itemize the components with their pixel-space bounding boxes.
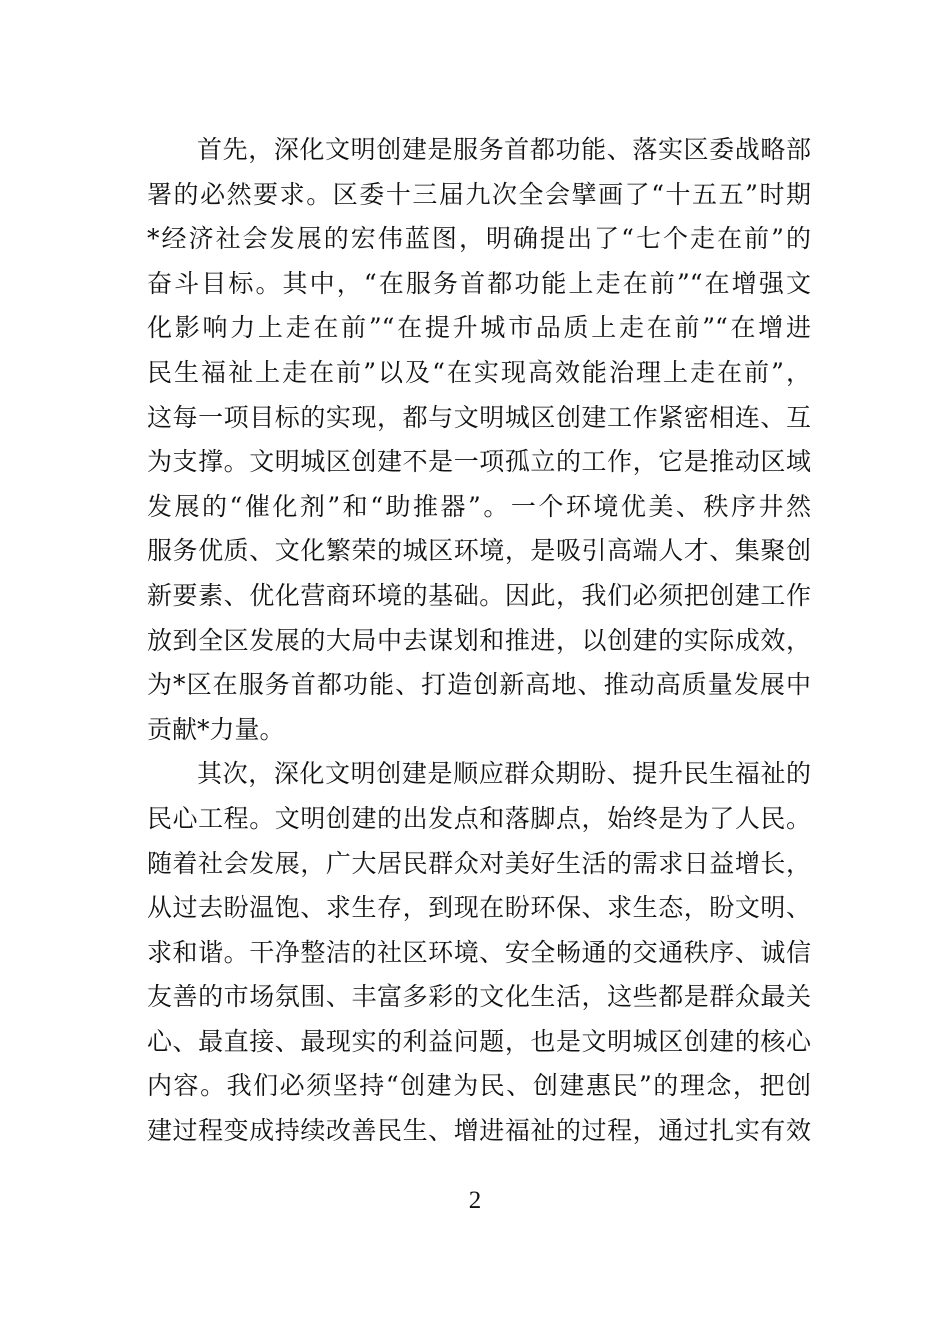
text-line: 民生福祉上走在前”以及“在实现高效能治理上走在前”，	[147, 357, 811, 387]
text-line: 奋斗目标。其中，“在服务首都功能上走在前”“在增强文	[147, 268, 811, 298]
text-line: 这每一项目标的实现，都与文明城区创建工作紧密相连、互	[147, 402, 811, 432]
paragraph-2	[147, 752, 811, 1153]
text-line: 其次，深化文明创建是顺应群众期盼、提升民生福祉的	[197, 759, 811, 789]
text-line: 为*区在服务首都功能、打造创新高地、推动高质量发展中	[147, 670, 811, 700]
text-line: 建过程变成持续改善民生、增进福祉的过程，通过扎实有效	[147, 1116, 811, 1146]
text-line: 化影响力上走在前”“在提升城市品质上走在前”“在增进	[147, 313, 812, 343]
text-line: 随着社会发展，广大居民群众对美好生活的需求日益增长，	[147, 848, 811, 878]
text-line: 署的必然要求。区委十三届九次全会擘画了“十五五”时期	[147, 179, 811, 209]
text-line: 求和谐。干净整洁的社区环境、安全畅通的交通秩序、诚信	[147, 937, 811, 967]
text-line: 为支撑。文明城区创建不是一项孤立的工作，它是推动区域	[147, 447, 811, 477]
body-text	[147, 128, 811, 1154]
text-line: 友善的市场氛围、丰富多彩的文化生活，这些都是群众最关	[147, 982, 811, 1012]
text-line: 内容。我们必须坚持“创建为民、创建惠民”的理念，把创	[147, 1071, 811, 1101]
text-line: 心、最直接、最现实的利益问题，也是文明城区创建的核心	[147, 1026, 811, 1056]
text-line: *经济社会发展的宏伟蓝图，明确提出了“七个走在前”的	[147, 224, 811, 254]
text-line: 服务优质、文化繁荣的城区环境，是吸引高端人才、集聚创	[147, 536, 811, 566]
text-line: 从过去盼温饱、求生存，到现在盼环保、求生态，盼文明、	[147, 893, 811, 923]
text-line: 民心工程。文明创建的出发点和落脚点，始终是为了人民。	[147, 803, 811, 833]
page-number: 2	[468, 1187, 482, 1214]
text-line: 放到全区发展的大局中去谋划和推进，以创建的实际成效，	[147, 625, 811, 655]
text-line: 新要素、优化营商环境的基础。因此，我们必须把创建工作	[147, 580, 811, 610]
text-line: 发展的“催化剂”和“助推器”。一个环境优美、秩序井然	[147, 491, 811, 521]
text-line: 贡献*力量。	[147, 714, 285, 744]
paragraph-1	[147, 128, 811, 752]
text-line: 首先，深化文明创建是服务首都功能、落实区委战略部	[197, 135, 811, 164]
